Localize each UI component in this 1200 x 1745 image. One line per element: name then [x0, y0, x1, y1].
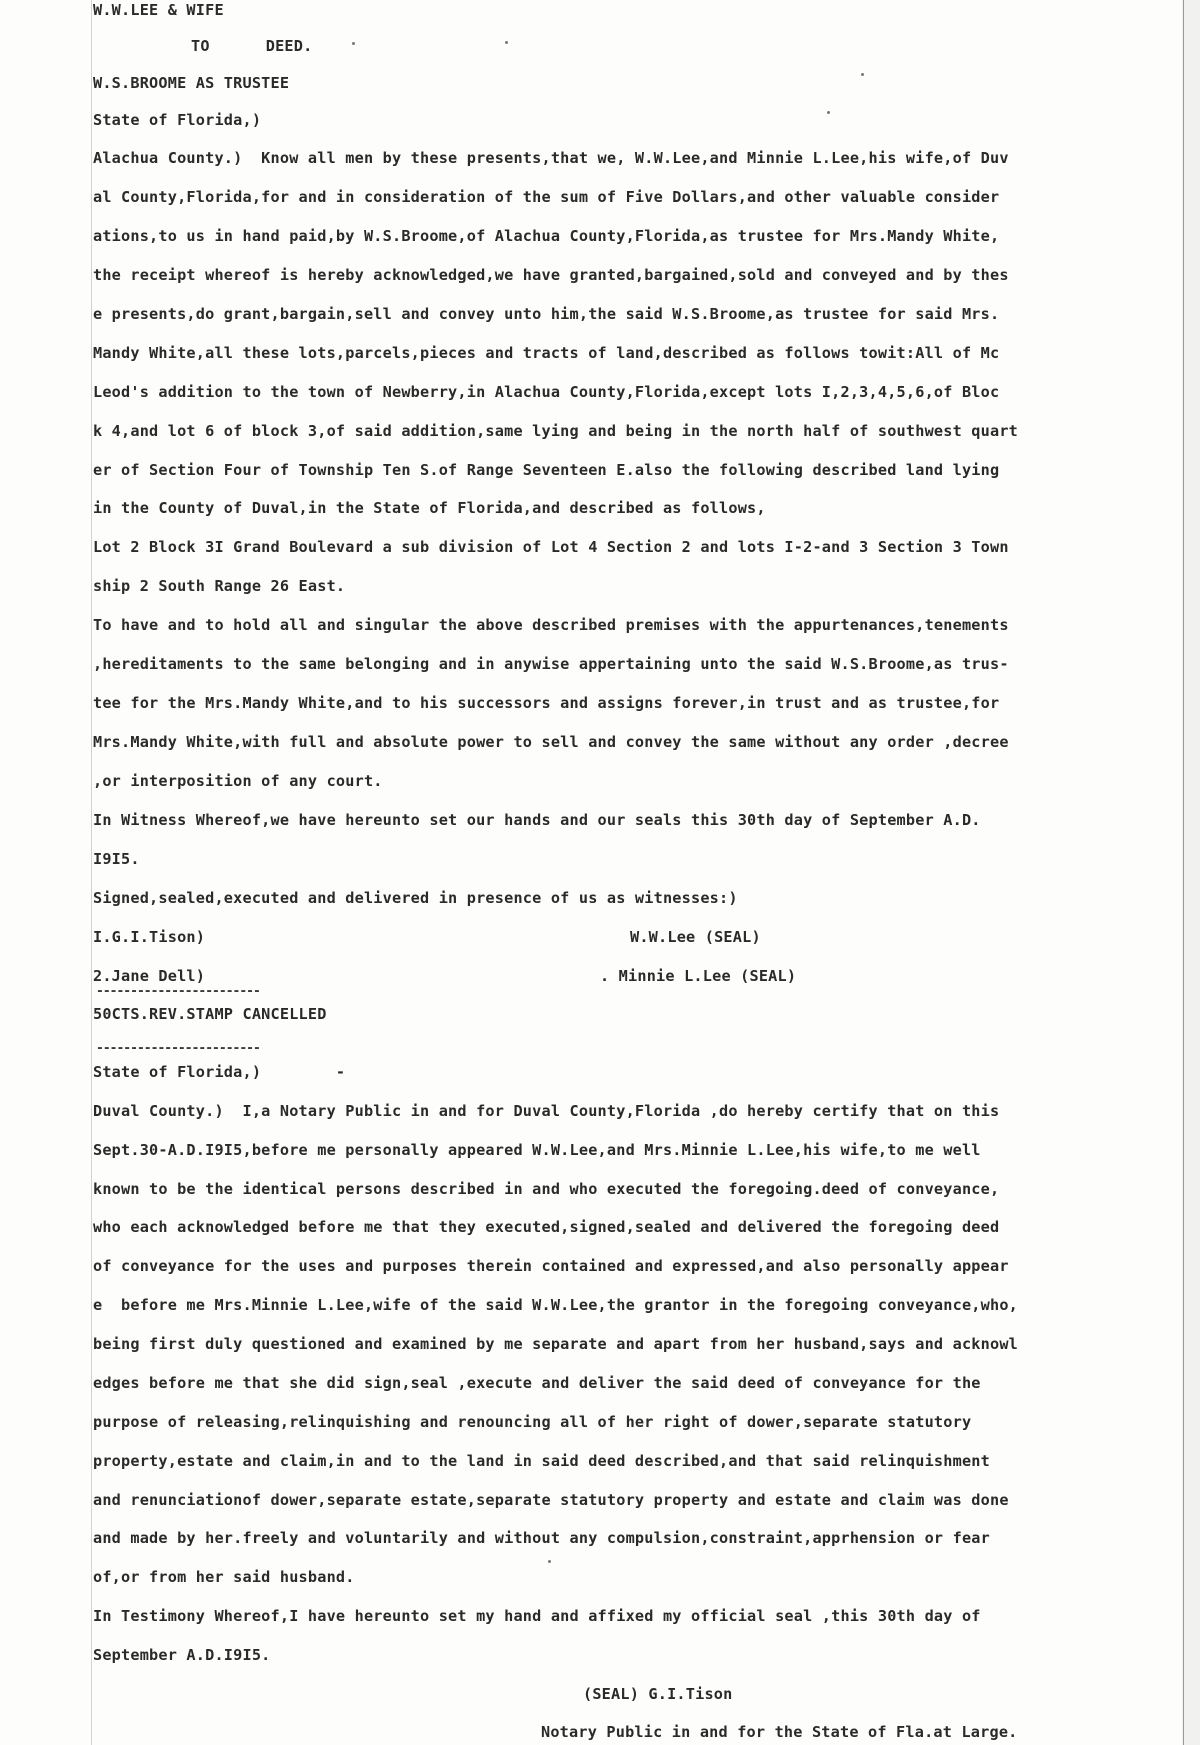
ack-line: September A.D.I9I5.: [93, 1646, 271, 1664]
header-to-deed: TO DEED.: [191, 37, 313, 55]
notary-signature: (SEAL) G.I.Tison: [583, 1685, 733, 1703]
separator-line: ------------------------: [96, 984, 260, 999]
deed-line: Mandy White,all these lots,parcels,pieces and tracts of land,described as follows towit:All of Mc: [93, 344, 1000, 362]
ack-line: e before me Mrs.Minnie L.Lee,wife of the said W.W.Lee,the grantor in the foregoing conveyance,who,: [93, 1296, 1019, 1314]
ack-line: of conveyance for the uses and purposes therein contained and expressed,and also personally appear: [93, 1257, 1009, 1275]
deed-line: Mrs.Mandy White,with full and absolute power to sell and convey the same without any order ,decree: [93, 733, 1009, 751]
ack-line: being first duly questioned and examined by me separate and apart from her husband,says and acknowl: [93, 1335, 1019, 1353]
deed-line: I9I5.: [93, 850, 140, 868]
left-margin-rule: [91, 0, 92, 1745]
deed-line: ,hereditaments to the same belonging and in anywise appertaining unto the said W.S.Broome,as trus-: [93, 655, 1009, 673]
deed-line: Signed,sealed,executed and delivered in presence of us as witnesses:): [93, 889, 738, 907]
witness-2: 2.Jane Dell): [93, 967, 206, 985]
ack-line: who each acknowledged before me that they executed,signed,sealed and delivered the foregoing deed: [93, 1218, 1000, 1236]
ack-line: In Testimony Whereof,I have hereunto set my hand and affixed my official seal ,this 30th day of: [93, 1607, 981, 1625]
ack-line: Sept.30-A.D.I9I5,before me personally appeared W.W.Lee,and Mrs.Minnie L.Lee,his wife,to me well: [93, 1141, 981, 1159]
page-edge-line: [1183, 0, 1184, 1745]
ack-line: Duval County.) I,a Notary Public in and for Duval County,Florida ,do hereby certify that on this: [93, 1102, 1000, 1120]
ack-line: known to be the identical persons described in and who executed the foregoing.deed of conveyance,: [93, 1180, 1000, 1198]
ack-line: property,estate and claim,in and to the land in said deed described,and that said relinquishment: [93, 1452, 990, 1470]
notary-title: Notary Public in and for the State of Fla.at Large.: [541, 1723, 1018, 1741]
page-edge: [1182, 0, 1200, 1745]
stamp-note: 50CTS.REV.STAMP CANCELLED: [93, 1005, 327, 1023]
ack-line: purpose of releasing,relinquishing and renouncing all of her right of dower,separate statutory: [93, 1413, 972, 1431]
deed-line: ations,to us in hand paid,by W.S.Broome,of Alachua County,Florida,as trustee for Mrs.Mandy White,: [93, 227, 1000, 245]
paper-speck: [548, 1560, 551, 1563]
ack-line: and renunciationof dower,separate estate,separate statutory property and estate and claim was done: [93, 1491, 1009, 1509]
signer-2: . Minnie L.Lee (SEAL): [600, 967, 797, 985]
signer-1: W.W.Lee (SEAL): [630, 928, 761, 946]
ack-line: and made by her.freely and voluntarily and without any compulsion,constraint,apprhension or fear: [93, 1529, 990, 1547]
deed-line: In Witness Whereof,we have hereunto set our hands and our seals this 30th day of September A.D.: [93, 811, 981, 829]
deed-line: e presents,do grant,bargain,sell and convey unto him,the said W.S.Broome,as trustee for said Mrs.: [93, 305, 1000, 323]
deed-line: in the County of Duval,in the State of Florida,and described as follows,: [93, 499, 766, 517]
deed-line: tee for the Mrs.Mandy White,and to his successors and assigns forever,in trust and as trustee,for: [93, 694, 1000, 712]
paper-speck: [827, 111, 830, 114]
paper-speck: [861, 73, 864, 76]
deed-line: ,or interposition of any court.: [93, 772, 383, 790]
deed-line: er of Section Four of Township Ten S.of Range Seventeen E.also the following described land lying: [93, 461, 1000, 479]
deed-line: ship 2 South Range 26 East.: [93, 577, 346, 595]
ack-line: of,or from her said husband.: [93, 1568, 355, 1586]
paper-speck: [505, 41, 508, 44]
ack-line: edges before me that she did sign,seal ,execute and deliver the said deed of conveyance for the: [93, 1374, 981, 1392]
deed-line: Alachua County.) Know all men by these presents,that we, W.W.Lee,and Minnie L.Lee,his wife,of Duv: [93, 149, 1009, 167]
deed-line: al County,Florida,for and in consideration of the sum of Five Dollars,and other valuable consider: [93, 188, 1000, 206]
deed-line: To have and to hold all and singular the above described premises with the appurtenances,tenements: [93, 616, 1009, 634]
deed-line: k 4,and lot 6 of block 3,of said addition,same lying and being in the north half of southwest quart: [93, 422, 1019, 440]
header-grantee: W.S.BROOME AS TRUSTEE: [93, 74, 290, 92]
header-grantor: W.W.LEE & WIFE: [93, 1, 224, 19]
paper-speck: [352, 42, 355, 45]
ack-state-line: State of Florida,) -: [93, 1063, 346, 1081]
separator-line: ------------------------: [96, 1041, 260, 1056]
deed-line: Lot 2 Block 3I Grand Boulevard a sub division of Lot 4 Section 2 and lots I-2-and 3 Section 3 Town: [93, 538, 1009, 556]
witness-1: I.G.I.Tison): [93, 928, 206, 946]
deed-line: Leod's addition to the town of Newberry,in Alachua County,Florida,except lots I,2,3,4,5,6,of Bloc: [93, 383, 1000, 401]
deed-line: the receipt whereof is hereby acknowledged,we have granted,bargained,sold and conveyed and by thes: [93, 266, 1009, 284]
deed-state-line: State of Florida,): [93, 111, 262, 129]
